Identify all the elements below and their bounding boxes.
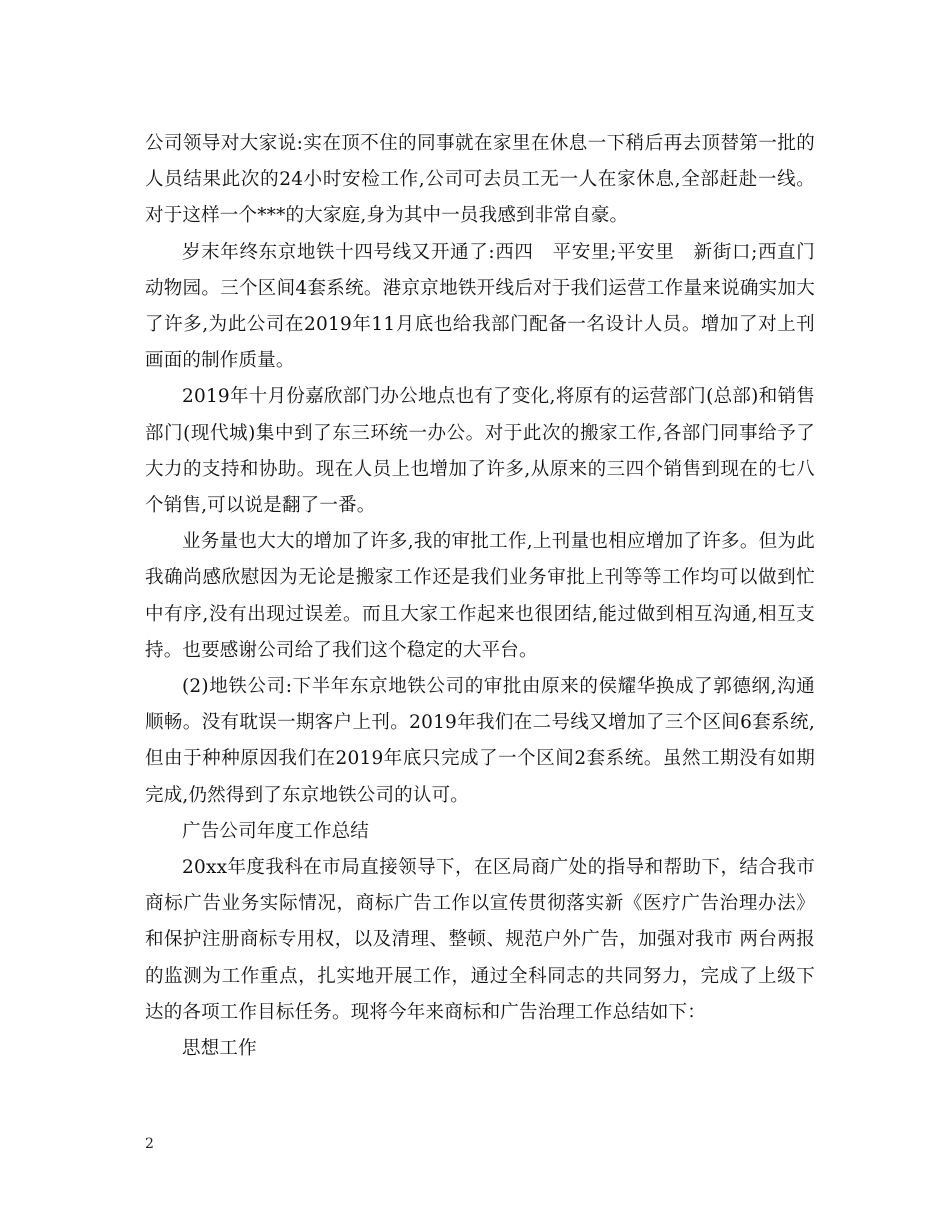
paragraph-4: 业务量也大大的增加了许多,我的审批工作,上刊量也相应增加了许多。但为此我确尚感欣慰因为无论是搬家工作还是我们业务审批上刊等等工作均可以做到忙中有序,没有出现过误差。而且大家工作起来也很团结,能过做到相互沟通,相互支持。也要感谢公司给了我们这个稳定的大平台。 [145, 531, 815, 661]
document-body [145, 126, 834, 1067]
paragraph-2: 岁末年终东京地铁十四号线又开通了:西四 平安里;平安里 新街口;西直门 动物园。三个区间4套系统。港京京地铁开线后对于我们运营工作量来说确实加大了许多,为此公司在2019年11月底也给我部门配备一名设计人员。增加了对上刊画面的制作质量。 [145, 241, 834, 372]
section-heading-ideology: 思想工作 [182, 1038, 257, 1060]
paragraph-6: 20xx年度我科在市局直接领导下，在区局商广处的指导和帮助下，结合我市商标广告业务实际情况，商标广告工作以宣传贯彻落实新《医疗广告治理办法》和保护注册商标专用权，以及清理、整顿、规范户外广告，加强对我市 两台两报的监测为工作重点，扎实地开展工作，通过全科同志的共同努力，完成了上级下达的各项工作目标任务。现将今年来商标和广告治理工作总结如下： [145, 857, 815, 1023]
page-number: 2 [145, 1136, 154, 1152]
section-heading-summary: 广告公司年度工作总结 [182, 820, 370, 842]
paragraph-5: (2)地铁公司:下半年东京地铁公司的审批由原来的侯耀华换成了郭德纲,沟通顺畅。没有耽误一期客户上刊。2019年我们在二号线又增加了三个区间6套系统,但由于种种原因我们在2019年底只完成了一个区间2套系统。虽然工期没有如期完成,仍然得到了东京地铁公司的认可。 [145, 676, 815, 806]
paragraph-3: 2019年十月份嘉欣部门办公地点也有了变化,将原有的运营部门(总部)和销售部门(现代城)集中到了东三环统一办公。对于此次的搬家工作,各部门同事给予了大力的支持和协助。现在人员上也增加了许多,从原来的三四个销售到现在的七八个销售,可以说是翻了一番。 [145, 386, 815, 517]
paragraph-1: 公司领导对大家说:实在顶不住的同事就在家里在休息一下稍后再去顶替第一批的人员结果此次的24小时安检工作,公司可去员工无一人在家休息,全部赶赴一线。对于这样一个***的大家庭,身为其中一员我感到非常自豪。 [145, 133, 815, 227]
